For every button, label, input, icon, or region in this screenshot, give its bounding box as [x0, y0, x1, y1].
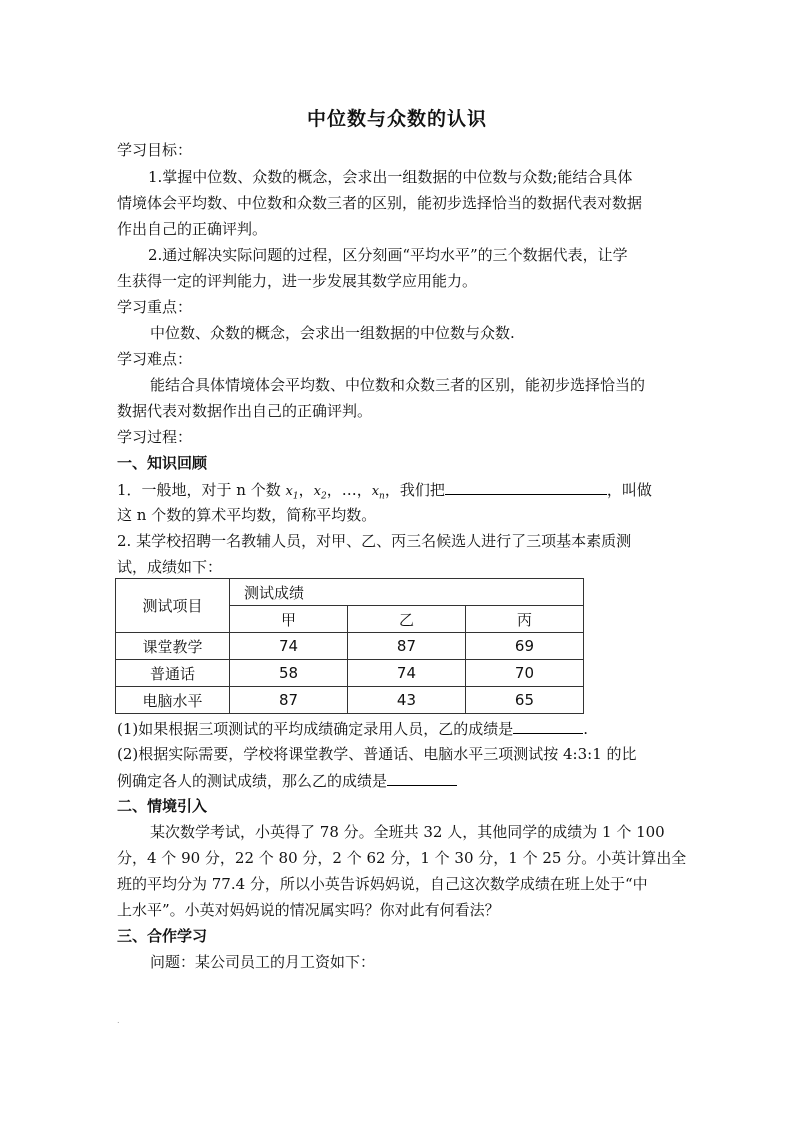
- candidate-yi: 乙: [347, 606, 465, 633]
- q1-suffix: ，叫做: [606, 481, 652, 499]
- table-row: [116, 660, 584, 687]
- table-row: [116, 633, 584, 660]
- answer-blank-1[interactable]: [445, 478, 607, 495]
- answer-blank-3[interactable]: [387, 769, 457, 786]
- process-heading: 学习过程：: [117, 428, 193, 446]
- section2-heading: 二、情境引入: [117, 797, 208, 815]
- subquestion2-line1: (2)根据实际需要，学校将课堂教学、普通话、电脑水平三项测试按 4:3:1 的比: [117, 745, 637, 763]
- story-line1: 某次数学考试，小英得了 78 分。全班共 32 人，其他同学的成绩为 1 个 100: [150, 823, 665, 841]
- section1-heading: 一、知识回顾: [117, 454, 208, 472]
- score-table: [115, 578, 584, 714]
- q1-dots: ，…，: [326, 481, 372, 499]
- goal1-line2: 情境体会平均数、中位数和众数三者的区别，能初步选择恰当的数据代表对数据: [117, 194, 643, 212]
- candidate-jia: 甲: [230, 606, 348, 633]
- row-name: 课堂教学: [116, 633, 230, 660]
- cell-value: 65: [465, 687, 583, 714]
- cell-value: 69: [465, 633, 583, 660]
- goal2-line1: 2.通过解决实际问题的过程，区分刻画“平均水平”的三个数据代表，让学: [148, 246, 628, 264]
- question1-line1: 1．一般地，对于 n 个数 $x_1$，$x_2$，…，$x_n$，我们把 ，叫做: [117, 478, 652, 508]
- cell-value: 74: [230, 633, 348, 660]
- page-title: 中位数与众数的认识: [306, 108, 487, 130]
- cell-value: 58: [230, 660, 348, 687]
- problem-text: 问题：某公司员工的月工资如下：: [150, 953, 376, 971]
- goal2-line2: 生获得一定的评判能力，进一步发展其数学应用能力。: [117, 272, 478, 290]
- goals-heading: 学习目标：: [117, 141, 193, 159]
- subquestion1: (1)如果根据三项测试的平均成绩确定录用人员，乙的成绩是 .: [117, 717, 588, 740]
- question2-line1: 2. 某学校招聘一名教辅人员，对甲、乙、丙三名候选人进行了三项基本素质测: [117, 532, 632, 550]
- var-xn: $x_n$: [371, 484, 385, 502]
- answer-blank-2[interactable]: [513, 717, 583, 734]
- cell-value: 87: [347, 633, 465, 660]
- table-header-row: [116, 579, 584, 606]
- cell-value: 43: [347, 687, 465, 714]
- story-line4: 上水平”。小英对妈妈说的情况属实吗？你对此有何看法？: [117, 901, 500, 919]
- header-item: 测试项目: [116, 579, 230, 633]
- cell-value: 87: [230, 687, 348, 714]
- goal1-line3: 作出自己的正确评判。: [117, 220, 268, 238]
- story-line3: 班的平均分为 77.4 分，所以小英告诉妈妈说，自己这次数学成绩在班上处于“中: [117, 875, 648, 893]
- q1-mid: ，我们把: [384, 481, 445, 499]
- question1-line2: 这 n 个数的算术平均数，简称平均数。: [117, 506, 377, 524]
- question2-line2: 试，成绩如下：: [117, 558, 223, 576]
- story-line2: 分，4 个 90 分，22 个 80 分，2 个 62 分，1 个 30 分，1 个 25 分。小英计算出全: [117, 849, 687, 867]
- section3-heading: 三、合作学习: [117, 927, 208, 945]
- subquestion2-line2: 例确定各人的测试成绩，那么乙的成绩是: [117, 769, 457, 792]
- cell-value: 70: [465, 660, 583, 687]
- candidate-bing: 丙: [465, 606, 583, 633]
- key-text: 中位数、众数的概念，会求出一组数据的中位数与众数.: [150, 324, 515, 342]
- row-name: 电脑水平: [116, 687, 230, 714]
- var-x1: $x_1$: [285, 484, 299, 502]
- difficulty-line2: 数据代表对数据作出自己的正确评判。: [117, 402, 373, 420]
- cell-value: 74: [347, 660, 465, 687]
- q1-prefix: 1．一般地，对于 n 个数: [117, 481, 286, 499]
- footer-mark: .: [117, 1016, 120, 1025]
- goal1-line1: 1.掌握中位数、众数的概念，会求出一组数据的中位数与众数;能结合具体: [148, 168, 633, 186]
- key-heading: 学习重点：: [117, 298, 193, 316]
- difficulty-line1: 能结合具体情境体会平均数、中位数和众数三者的区别，能初步选择恰当的: [150, 376, 646, 394]
- table-row: [116, 687, 584, 714]
- difficulty-heading: 学习难点：: [117, 350, 193, 368]
- row-name: 普通话: [116, 660, 230, 687]
- var-x2: $x_2$: [313, 484, 327, 502]
- header-score: 测试成绩: [230, 579, 584, 606]
